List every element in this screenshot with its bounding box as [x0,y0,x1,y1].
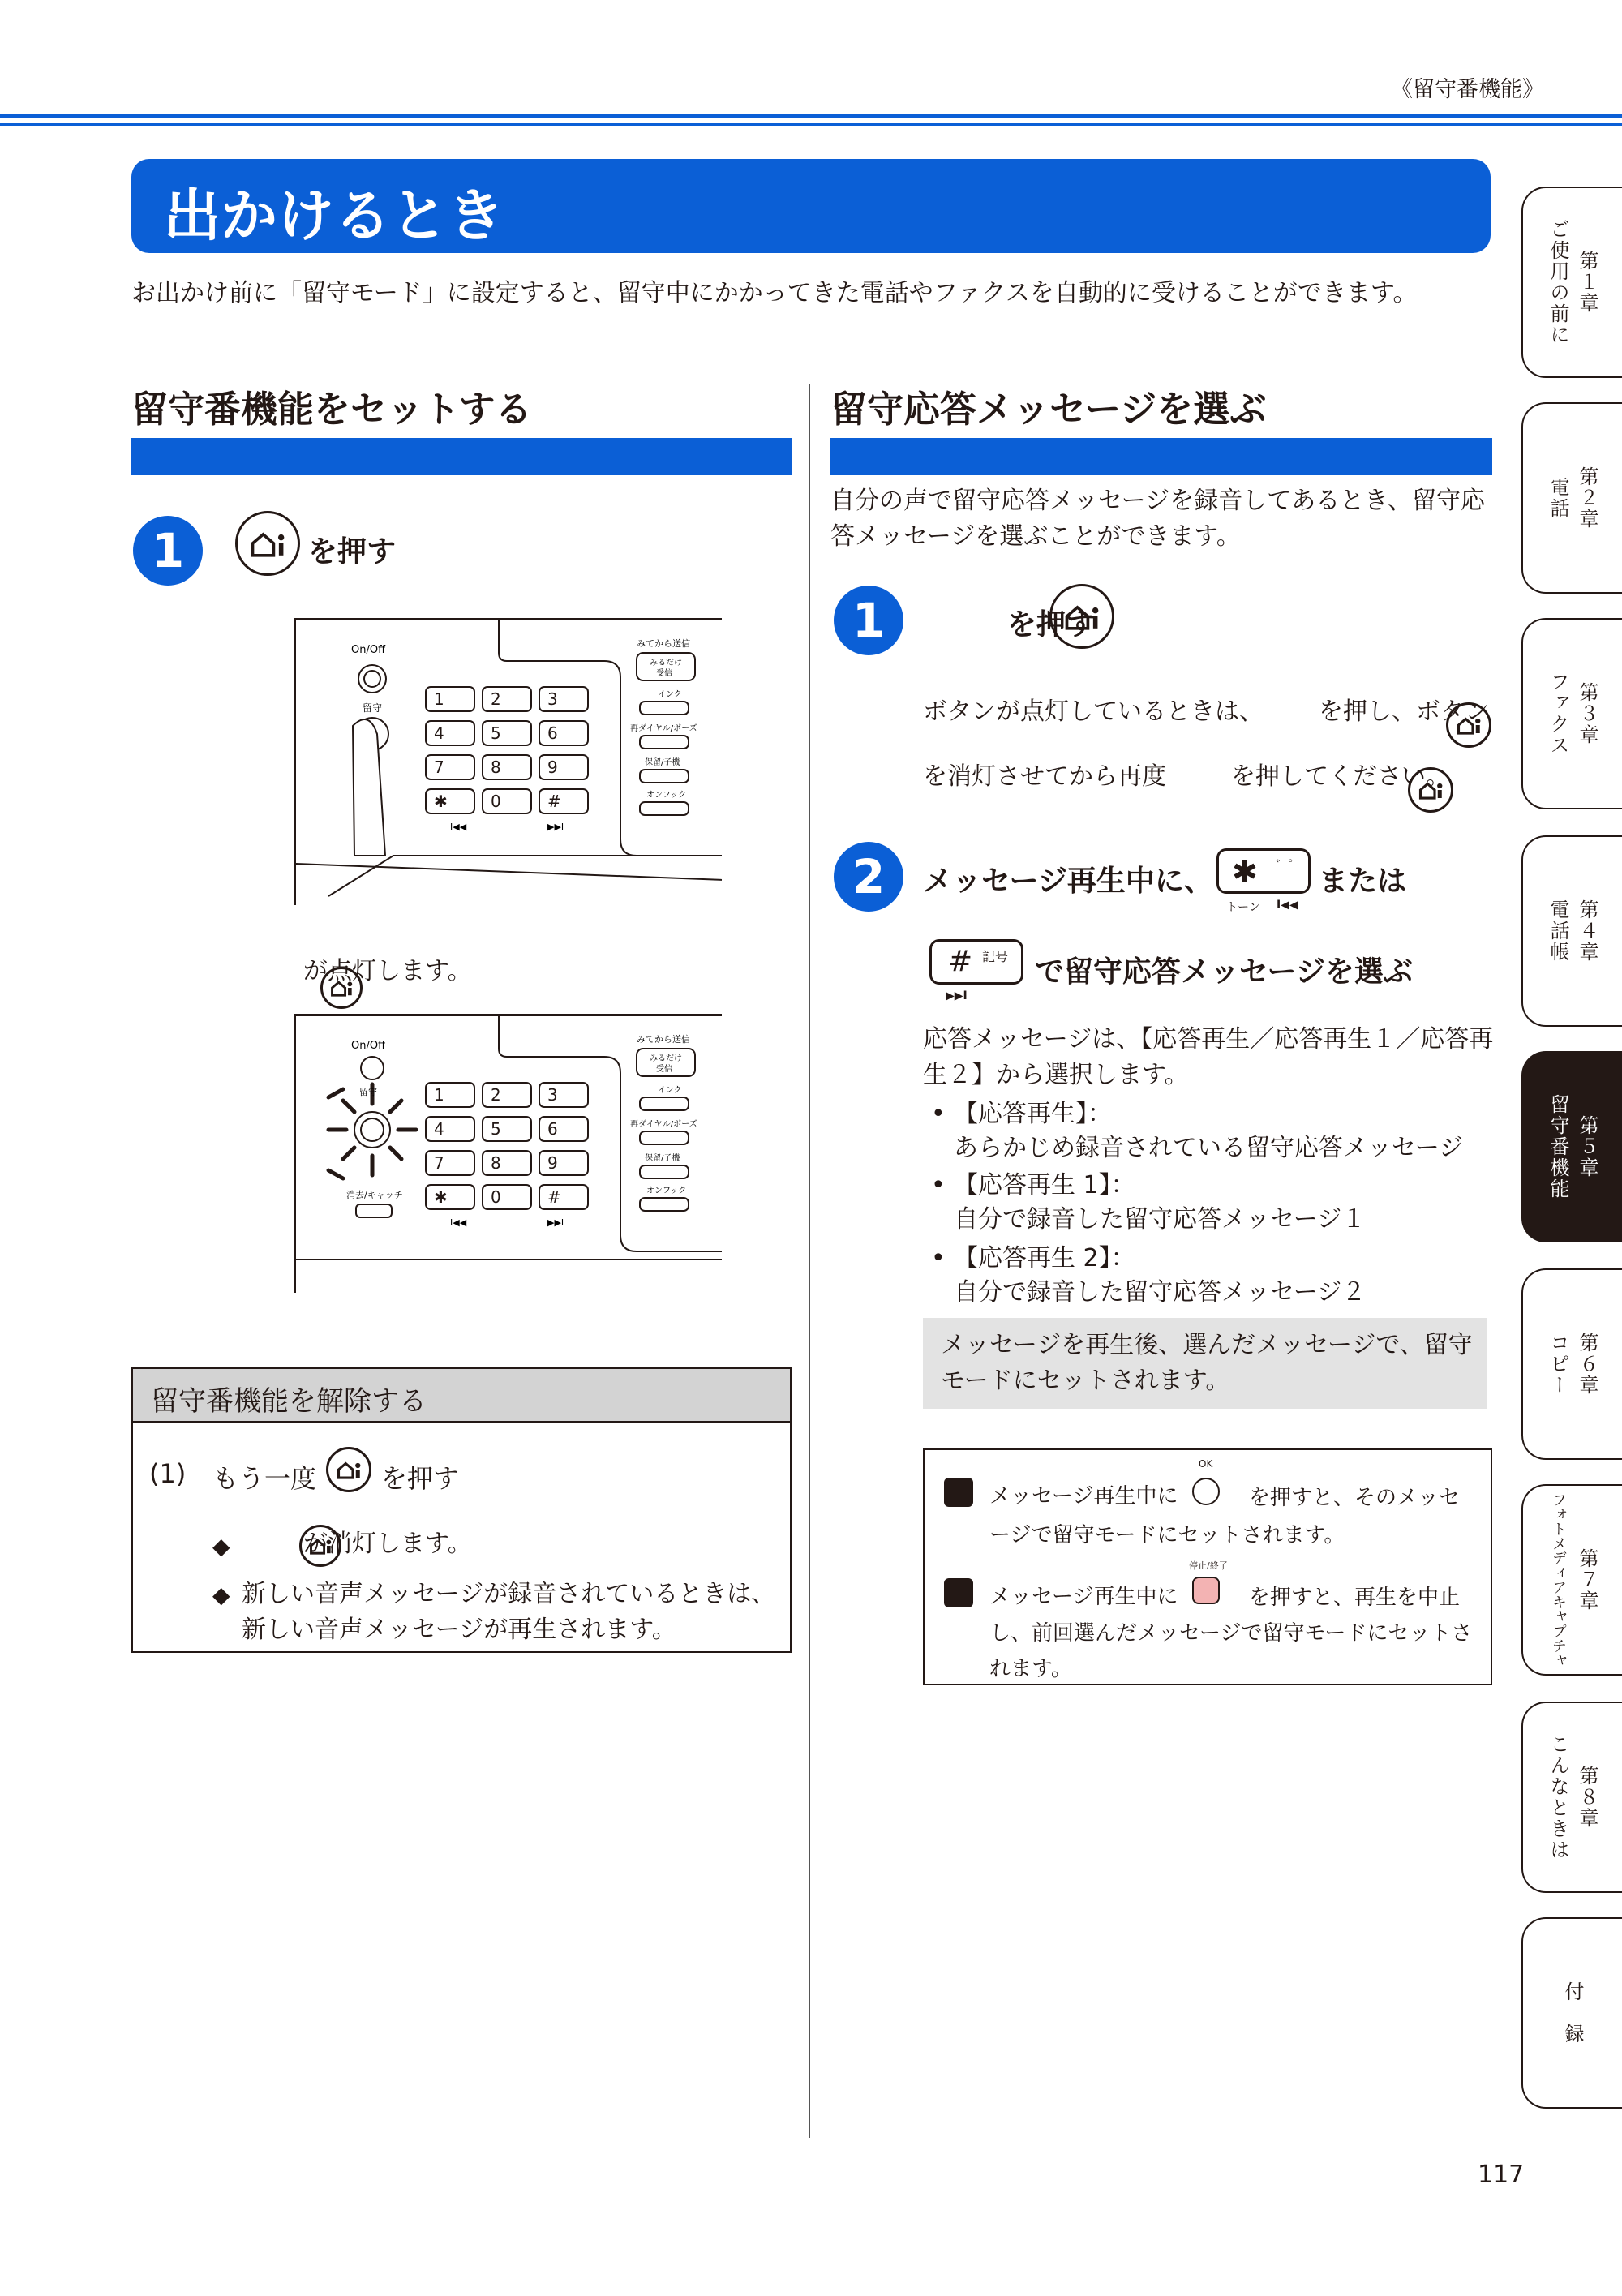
left-section-heading: 留守番機能をセットする [131,388,532,431]
highlight-note-text: メッセージを再生後、選んだメッセージで、留守モードにセットされます。 [941,1331,1473,1395]
svg-text:留守: 留守 [359,1087,377,1097]
memo-text: を押すと、そのメッセージで留守モードにセットされます。 [989,1486,1461,1547]
svg-text:受信: 受信 [656,669,672,678]
svg-text:9: 9 [547,757,558,777]
release-header [133,1369,790,1423]
tab-title: コピー [1547,1333,1569,1396]
ok-label: OK [1199,1458,1213,1470]
bullet-dot: • [931,1100,946,1128]
svg-text:保留/子機: 保留/子機 [645,1154,680,1163]
option-label: 【応答再生 1】： [954,1171,1135,1199]
svg-text:0: 0 [491,1187,501,1207]
svg-text:I◀◀: I◀◀ [450,822,467,832]
item-text: を押す [381,1463,460,1494]
sub-text: が消灯します。 [303,1530,472,1558]
hash-key-label: # [948,945,973,978]
tab-chapter: 第４章 [1576,899,1598,963]
svg-text:再ダイヤル/ポーズ: 再ダイヤル/ポーズ [630,724,697,733]
hash-key [929,939,1023,985]
tab-title: 留守番機能 [1547,1094,1569,1199]
tab-chapter: 第７章 [1576,1548,1598,1611]
memo-icon [944,1578,973,1607]
keypad-illustration [294,618,722,905]
step-number: 2 [834,842,903,912]
svg-text:#: # [547,792,561,811]
svg-text:2: 2 [491,1085,501,1105]
svg-text:3: 3 [547,689,558,709]
svg-text:8: 8 [491,1153,501,1173]
tab-chapter-4[interactable] [1521,835,1622,1027]
step-text: メッセージ再生中に、 [923,865,1213,898]
keypad-illustration-lit [294,1014,722,1293]
svg-text:0: 0 [491,792,501,811]
svg-text:▶▶I: ▶▶I [547,822,564,832]
svg-text:みるだけ: みるだけ [650,659,682,667]
svg-text:4: 4 [434,1119,444,1139]
forward-icon: ▶▶I [946,989,968,1002]
tab-chapter-3[interactable] [1521,618,1622,809]
onoff-label: On/Off [351,644,386,656]
svg-text:1: 1 [434,689,444,709]
star-key [1216,848,1311,894]
tab-chapter: 付 録 [1561,1981,1584,2045]
svg-text:インク: インク [658,690,682,699]
step-note: を押してください。 [1231,762,1450,791]
step-number: 1 [133,516,203,586]
svg-text:✱: ✱ [434,1187,448,1207]
page-number: 117 [1478,2161,1525,2189]
choose-text: 応答メッセージは、【応答再生／応答再生１／応答再生２】から選択します。 [923,1025,1494,1089]
home-button-icon [326,1447,371,1492]
tab-chapter-6[interactable] [1521,1268,1622,1460]
tone-label: トーン [1226,901,1260,914]
step-number: 1 [834,586,903,655]
memo-icon [944,1478,973,1507]
option-desc: 自分で録音した留守応答メッセージ１ [954,1205,1367,1234]
step-text: または [1319,865,1407,898]
tab-title: フォトメディアキャプチャ [1550,1492,1567,1667]
option-desc: 自分で録音した留守応答メッセージ２ [954,1278,1367,1307]
bullet: ◆ [212,1581,230,1608]
svg-text:受信: 受信 [656,1065,672,1074]
bullet-dot: • [931,1244,946,1272]
tab-chapter: 第３章 [1576,682,1598,745]
svg-text:#: # [547,1187,561,1207]
tab-title: 電話帳 [1547,899,1569,963]
svg-text:7: 7 [434,1153,444,1173]
step-note: を消灯させてから再度 [923,762,1166,791]
option-label: 【応答再生 2】： [954,1244,1135,1272]
column-divider [809,384,810,2138]
tab-title: ご使用の前に [1547,219,1569,345]
right-section-heading: 留守応答メッセージを選ぶ [830,388,1267,431]
item-number: (1) [149,1458,187,1489]
svg-text:6: 6 [547,1119,558,1139]
svg-text:▶▶I: ▶▶I [547,1217,564,1228]
svg-text:オンフック: オンフック [646,791,687,800]
svg-text:7: 7 [434,757,444,777]
tab-chapter: 第５章 [1576,1115,1598,1178]
page-title: 出かけるとき [164,182,504,249]
sub-text: 新しい音声メッセージが録音されているときは、新しい音声メッセージが再生されます。 [242,1580,776,1644]
star-key-label: ✱ [1232,854,1258,890]
svg-text:再ダイヤル/ポーズ: 再ダイヤル/ポーズ [630,1120,697,1129]
svg-text:5: 5 [491,723,501,743]
running-header: 《留守番機能》 [1391,77,1544,102]
tab-chapter: 第２章 [1576,466,1598,530]
step-text: を押す [308,535,397,569]
svg-text:保留/子機: 保留/子機 [645,758,680,767]
rewind-icon: I◀◀ [1277,899,1298,912]
tab-chapter-8[interactable] [1521,1702,1622,1893]
header-rule [0,114,1622,118]
svg-text:4: 4 [434,723,444,743]
svg-text:みてから送信: みてから送信 [637,638,690,649]
tab-chapter-5[interactable] [1521,1051,1622,1242]
bullet-dot: • [931,1171,946,1199]
svg-text:8: 8 [491,757,501,777]
home-button-icon [235,511,300,576]
tab-appendix[interactable] [1521,1917,1622,2109]
tab-title: ファクス [1547,672,1569,756]
tab-chapter-2[interactable] [1521,402,1622,594]
tab-chapter: 第６章 [1576,1333,1598,1396]
svg-text:みるだけ: みるだけ [650,1054,682,1063]
section-bar [830,438,1492,475]
step-note: を押し、ボタン [1319,697,1489,726]
svg-text:留守: 留守 [363,702,383,714]
svg-text:2: 2 [491,689,501,709]
svg-text:インク: インク [658,1086,682,1095]
svg-text:1: 1 [434,1085,444,1105]
svg-text:✱: ✱ [434,792,448,811]
tab-title: 電話 [1547,477,1569,519]
page-title-banner [131,159,1491,253]
memo-text: メッセージ再生中に [989,1585,1178,1609]
svg-text:5: 5 [491,1119,501,1139]
stop-label: 停止/終了 [1189,1560,1228,1571]
memo-text: を押すと、再生を中止し、前回選んだメッセージで留守モードにセットされます。 [989,1586,1473,1681]
bullet: ◆ [212,1533,230,1560]
svg-text:みてから送信: みてから送信 [637,1034,690,1045]
hash-key-sub: 記号 [982,949,1009,964]
svg-text:3: 3 [547,1085,558,1105]
svg-text:オンフック: オンフック [646,1187,687,1195]
tab-chapter-1[interactable] [1521,187,1622,378]
right-intro: 自分の声で留守応答メッセージを録音してあるとき、留守応答メッセージを選ぶことができます。 [830,487,1485,551]
svg-text:I◀◀: I◀◀ [450,1217,467,1228]
option-desc: あらかじめ録音されている留守応答メッセージ [954,1134,1464,1162]
tab-chapter-7[interactable] [1521,1484,1622,1676]
svg-text:9: 9 [547,1153,558,1173]
release-box [131,1367,792,1653]
step-note: ボタンが点灯しているときは、 [923,697,1264,726]
step-text: で留守応答メッセージを選ぶ [1035,955,1413,989]
memo-text: メッセージ再生中に [989,1484,1178,1508]
item-text: もう一度 [212,1463,317,1494]
lit-caption: が点灯します。 [303,957,472,985]
highlight-note [923,1318,1487,1409]
option-label: 【応答再生】： [954,1100,1112,1128]
tab-chapter: 第８章 [1576,1766,1598,1829]
section-bar [131,438,792,475]
header-rule [0,123,1622,126]
svg-text:6: 6 [547,723,558,743]
tab-chapter: 第１章 [1576,251,1598,314]
release-heading: 留守番機能を解除する [151,1385,427,1418]
star-key-sub: ゛゜ [1276,858,1302,873]
svg-text:On/Off: On/Off [351,1040,386,1052]
svg-text:消去/キャッチ: 消去/キャッチ [346,1190,403,1200]
step-text: を押す [1007,608,1096,642]
memo-box [923,1448,1492,1685]
intro-paragraph: お出かけ前に「留守モード」に設定すると、留守中にかかってきた電話やファクスを自動的に受けることができます。 [131,279,1418,307]
tab-title: こんなときは [1547,1734,1569,1860]
